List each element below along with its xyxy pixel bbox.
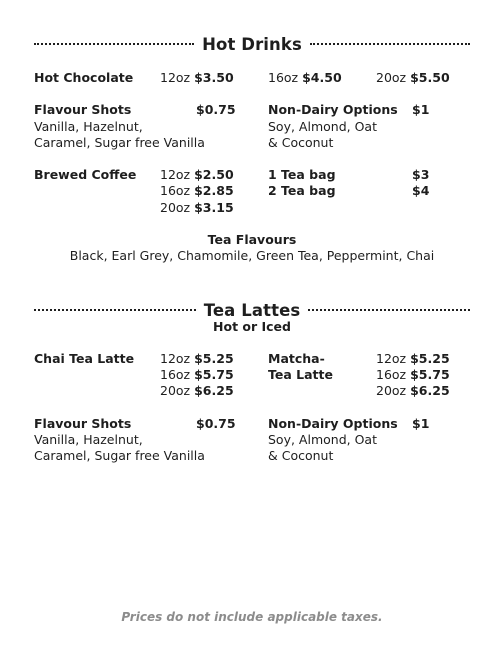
divider-left: [34, 43, 194, 45]
latte-non-dairy-name: Non-Dairy Options: [268, 416, 398, 431]
hot-chocolate-name: Hot Chocolate: [34, 70, 134, 85]
non-dairy-line1: Soy, Almond, Oat: [268, 119, 377, 134]
hot-drinks-title: Hot Drinks: [202, 34, 302, 54]
tea-lattes-title: Tea Lattes: [203, 300, 301, 320]
hot-chocolate-size-20: 20oz $5.50: [376, 70, 450, 85]
chai-size-12: 12oz $5.25: [160, 351, 234, 366]
matcha-name-line1: Matcha-: [268, 351, 325, 366]
latte-non-dairy-line1: Soy, Almond, Oat: [268, 432, 377, 447]
divider-right: [310, 43, 470, 45]
divider-right: [308, 309, 470, 311]
tax-disclaimer: Prices do not include applicable taxes.: [121, 610, 383, 624]
tea-bag-2-price: $4: [412, 183, 430, 198]
latte-flavour-shots-name: Flavour Shots: [34, 416, 132, 431]
brewed-coffee-size-16: 16oz $2.85: [160, 183, 234, 198]
hot-drinks-header: [34, 33, 470, 55]
chai-size-16: 16oz $5.75: [160, 367, 234, 382]
matcha-size-16: 16oz $5.75: [376, 367, 450, 382]
brewed-coffee-size-12: 12oz $2.50: [160, 167, 234, 182]
non-dairy-name: Non-Dairy Options: [268, 102, 398, 117]
tea-flavours-title: Tea Flavours: [207, 232, 297, 247]
matcha-size-12: 12oz $5.25: [376, 351, 450, 366]
brewed-coffee-name: Brewed Coffee: [34, 167, 137, 182]
flavour-shots-name: Flavour Shots: [34, 102, 132, 117]
non-dairy-line2: & Coconut: [268, 135, 334, 150]
latte-flavour-shots-line2: Caramel, Sugar free Vanilla: [34, 448, 205, 463]
tea-flavours-list: Black, Earl Grey, Chamomile, Green Tea, Peppermint, Chai: [69, 248, 435, 263]
non-dairy-price: $1: [412, 102, 430, 117]
brewed-coffee-size-20: 20oz $3.15: [160, 200, 234, 215]
hot-chocolate-size-16: 16oz $4.50: [268, 70, 342, 85]
flavour-shots-line1: Vanilla, Hazelnut,: [34, 119, 143, 134]
tea-lattes-subtitle: Hot or Iced: [213, 319, 291, 334]
tea-bag-1-price: $3: [412, 167, 430, 182]
latte-flavour-shots-line1: Vanilla, Hazelnut,: [34, 432, 143, 447]
matcha-size-20: 20oz $6.25: [376, 383, 450, 398]
flavour-shots-line2: Caramel, Sugar free Vanilla: [34, 135, 205, 150]
latte-non-dairy-line2: & Coconut: [268, 448, 334, 463]
latte-non-dairy-price: $1: [412, 416, 430, 431]
hot-chocolate-size-12: 12oz $3.50: [160, 70, 234, 85]
tea-bag-2-name: 2 Tea bag: [268, 183, 336, 198]
flavour-shots-price: $0.75: [196, 102, 236, 117]
chai-latte-name: Chai Tea Latte: [34, 351, 135, 366]
tea-bag-1-name: 1 Tea bag: [268, 167, 336, 182]
tea-lattes-header: [34, 299, 470, 321]
matcha-name-line2: Tea Latte: [268, 367, 333, 382]
latte-flavour-shots-price: $0.75: [196, 416, 236, 431]
divider-left: [34, 309, 196, 311]
chai-size-20: 20oz $6.25: [160, 383, 234, 398]
